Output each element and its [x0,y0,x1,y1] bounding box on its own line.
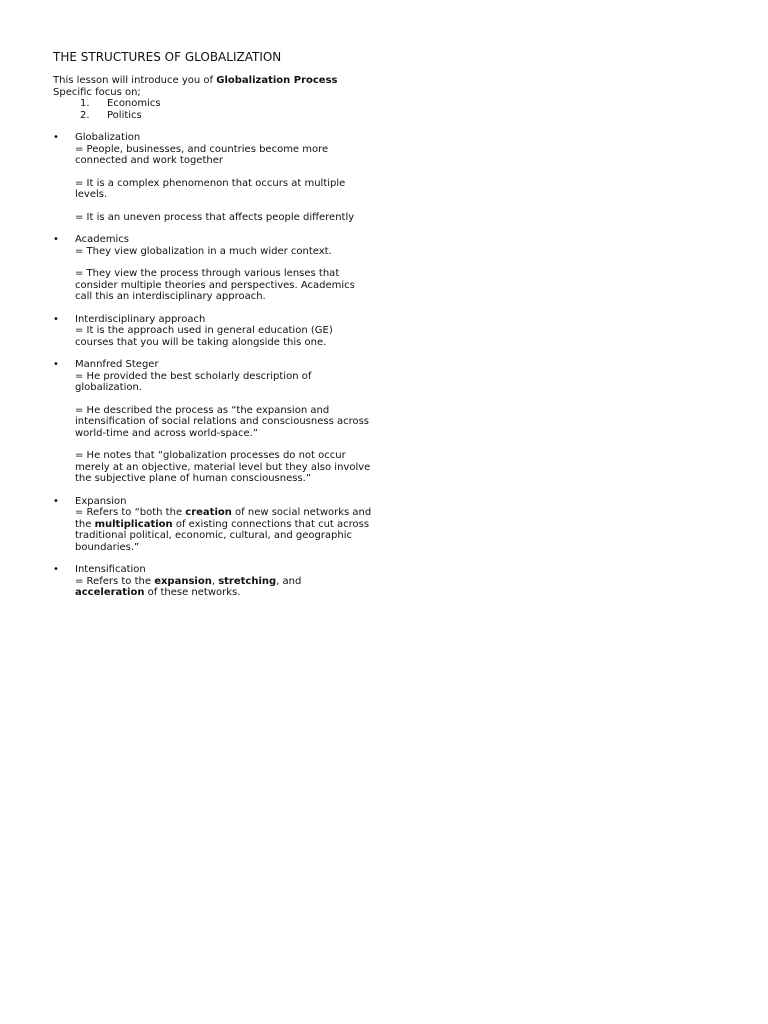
paragraph-text: = It is an uneven process that affects people differently [75,211,355,223]
paragraph-text: = It is the approach used in general education (GE) courses that you will be taking alongside this one. [75,325,333,348]
bullet-icon: • [53,234,59,245]
bullet-icon: • [53,132,59,143]
section-title: Globalization [75,132,141,143]
section-paragraph [75,178,373,201]
section-intensification [53,564,373,599]
paragraph-text: = People, businesses, and countries become more connected and work together [75,143,329,166]
focus-item-number: 2. [80,109,90,121]
section-paragraph [75,268,373,303]
section-title: Interdisciplinary approach [75,313,206,325]
document-body [53,50,373,610]
paragraph-text: = They view globalization in a much wider context. [75,245,332,257]
section-paragraph [75,325,373,348]
section-title: Intensification [75,564,146,575]
paragraph-text: , and [276,575,302,587]
section-paragraph [75,405,373,440]
focus-item-label: Economics [107,98,161,109]
document-title: THE STRUCTURES OF GLOBALIZATION [53,50,282,64]
paragraph-text: of these networks. [144,587,241,598]
section-paragraph [75,507,373,553]
paragraph-text: of new social networks and the [75,507,372,530]
paragraph-text: , [211,575,219,587]
section-paragraph [75,212,373,224]
focus-item [53,98,373,110]
focus-item-number: 1. [80,98,90,109]
focus-item-label: Politics [107,109,142,121]
section-paragraph [75,371,373,394]
focus-list [53,98,373,121]
paragraph-text: of existing connections that cut across traditional political, economic, cultural, and geographic boundaries.” [75,518,370,553]
emphasized-text: creation [185,507,232,518]
intro-block [53,75,373,121]
emphasized-text: multiplication [94,518,173,530]
section-paragraph [75,144,373,167]
section-globalization [53,132,373,223]
section-academics [53,234,373,303]
bullet-icon: • [53,564,59,575]
section-mannfred-steger [53,359,373,485]
emphasized-text: expansion [154,575,212,587]
focus-label: Specific focus on; [53,86,141,98]
paragraph-text: = Refers to “both the [75,507,186,518]
bullet-icon: • [53,313,59,325]
section-title: Mannfred Steger [75,359,159,370]
section-title: Expansion [75,495,127,507]
bullet-icon: • [53,495,59,507]
section-paragraph [75,450,373,485]
section-paragraph [75,246,373,258]
intro-lead: This lesson will introduce you of [53,75,217,86]
focus-item [53,110,373,122]
paragraph-text: = They view the process through various lenses that consider multiple theories and perspectives. Academics call this an interdisciplinary approach. [75,268,355,302]
paragraph-text: = It is a complex phenomenon that occurs at multiple levels. [75,177,346,200]
paragraph-text: = He provided the best scholarly description of globalization. [75,370,312,393]
section-interdisciplinary-approach [53,314,373,349]
emphasized-text: acceleration [75,587,145,598]
bullet-icon: • [53,359,59,370]
paragraph-text: = He notes that “globalization processes do not occur merely at an objective, material level but they also involve the subjective plane of human consciousness.” [75,450,371,484]
intro-line [53,75,373,87]
section-paragraph [75,576,373,599]
section-title: Academics [75,234,130,245]
section-list [53,132,373,599]
emphasized-text: stretching [218,575,277,587]
paragraph-text: = Refers to the [75,575,155,587]
intro-lead-bold: Globalization Process [216,75,338,86]
section-expansion [53,496,373,554]
paragraph-text: = He described the process as “the expansion and intensification of social relations and consciousness across world-time and across world-space.” [75,404,370,439]
